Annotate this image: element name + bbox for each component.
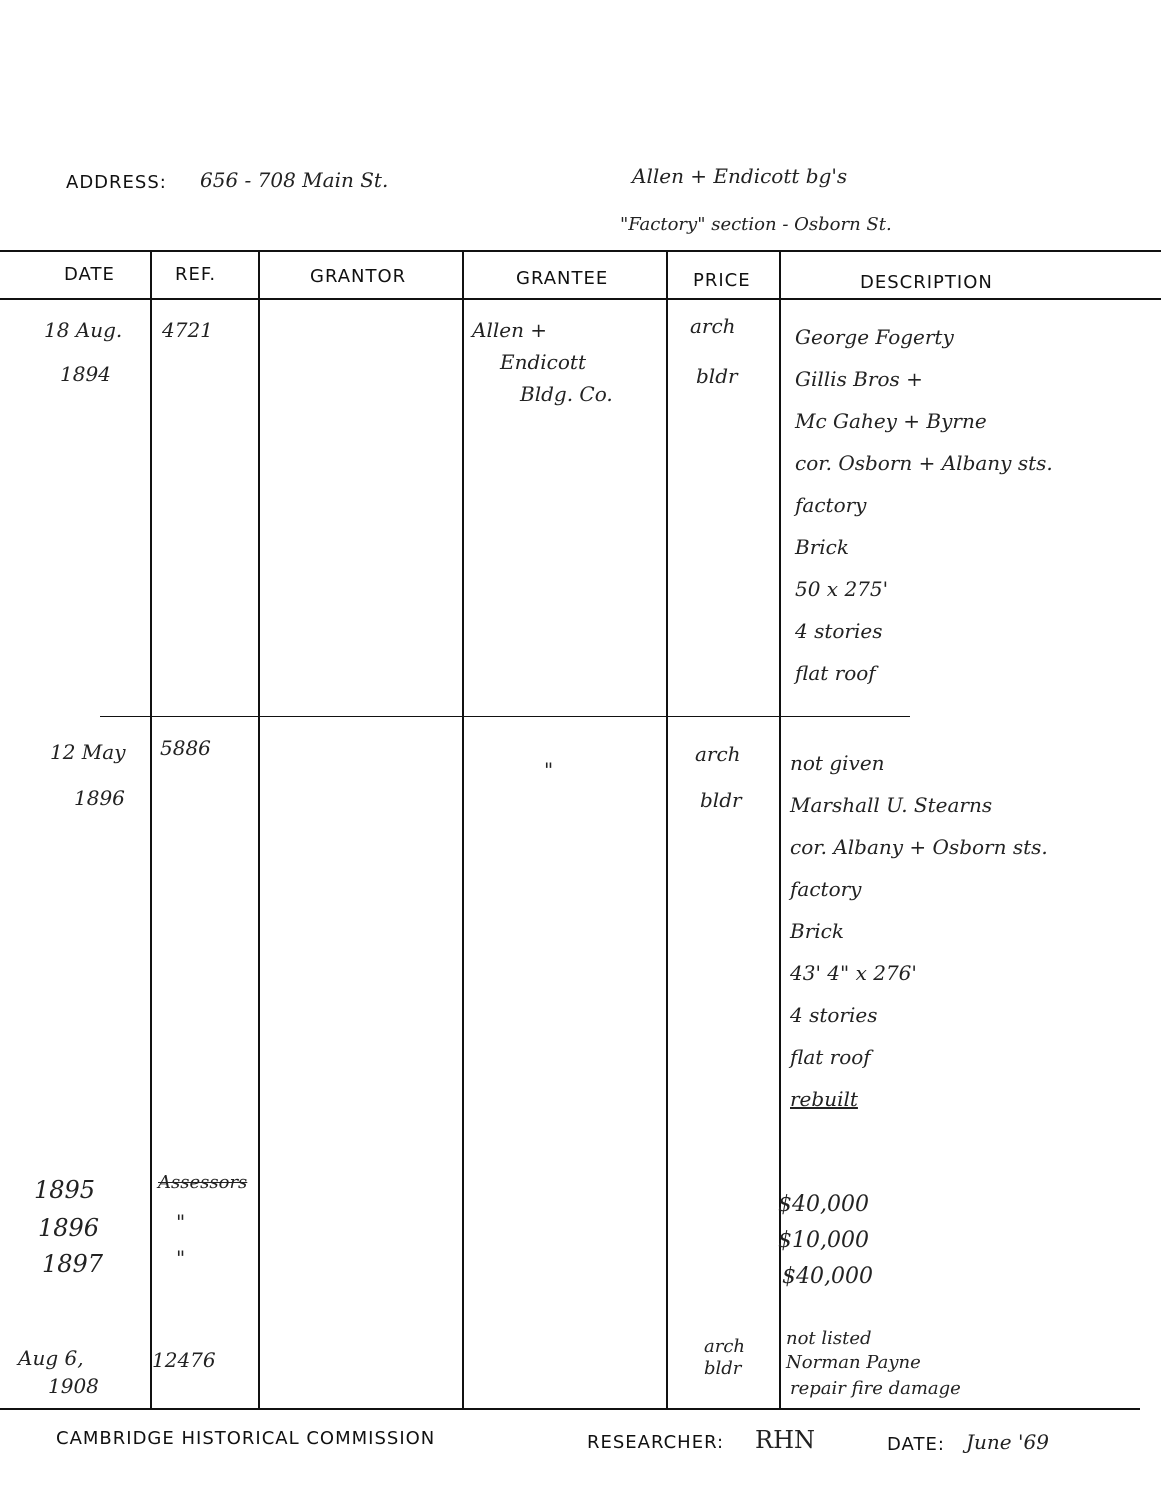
assessor-year-1895: 1895 (34, 1176, 96, 1204)
last-row-date-day: Aug 6, (18, 1346, 84, 1370)
assessor-ref-label: Assessors (158, 1172, 248, 1193)
col-header-description: DESCRIPTION (860, 272, 993, 293)
row1-price-line2: bldr (696, 364, 738, 388)
assessor-value-3: $40,000 (782, 1264, 873, 1289)
col-divider-4 (666, 252, 668, 1408)
row2-grantee-ditto: " (544, 758, 554, 782)
col-divider-1 (150, 252, 152, 1408)
row2-desc-line: flat roof (790, 1045, 871, 1069)
last-row-desc-line1: not listed (786, 1328, 872, 1349)
building-name: Allen + Endicott bg's (632, 164, 848, 188)
last-row-desc-line2: Norman Payne (786, 1352, 921, 1373)
assessor-value-1: $40,000 (778, 1192, 869, 1217)
row1-grantee-line1: Allen + (472, 318, 548, 342)
row1-grantee-line2: Endicott (500, 350, 586, 374)
assessor-year-1896: 1896 (38, 1214, 100, 1242)
row2-desc-line: cor. Albany + Osborn sts. (790, 835, 1048, 859)
assessor-value-2: $10,000 (778, 1228, 869, 1253)
last-row-price-line1: arch (704, 1336, 746, 1357)
last-row-desc-line3: repair fire damage (790, 1378, 961, 1399)
row2-desc-line: 43' 4" x 276' (790, 961, 917, 985)
header-bottom-border (0, 298, 1161, 300)
row1-desc-line: 4 stories (795, 619, 883, 643)
row1-desc-line: cor. Osborn + Albany sts. (795, 451, 1053, 475)
row2-desc-line: factory (790, 877, 862, 901)
row2-date-day: 12 May (50, 740, 126, 764)
address-label: ADDRESS: (66, 172, 167, 193)
footer-date-label: DATE: (887, 1434, 945, 1455)
row1-desc-line: flat roof (795, 661, 876, 685)
row2-desc-line: 4 stories (790, 1003, 878, 1027)
col-header-grantor: GRANTOR (310, 266, 407, 287)
col-divider-3 (462, 252, 464, 1408)
row2-description (790, 742, 1048, 1120)
row2-price-line2: bldr (700, 788, 742, 812)
address-value: 656 - 708 Main St. (200, 168, 389, 192)
col-divider-2 (258, 252, 260, 1408)
row-separator (100, 716, 910, 717)
footer-researcher-label: RESEARCHER: (587, 1432, 725, 1453)
row1-ref: 4721 (162, 318, 213, 342)
section-note: "Factory" section - Osborn St. (620, 214, 892, 235)
table-top-border (0, 250, 1161, 252)
row1-desc-line: 50 x 275' (795, 577, 889, 601)
row1-desc-line: Mc Gahey + Byrne (795, 409, 987, 433)
row2-desc-line: rebuilt (790, 1087, 858, 1111)
row2-desc-line: not given (790, 751, 885, 775)
row2-ref: 5886 (160, 736, 211, 760)
last-row-date-year: 1908 (48, 1374, 99, 1398)
row1-date-day: 18 Aug. (44, 318, 123, 342)
last-row-ref: 12476 (152, 1348, 216, 1372)
last-row-price-line2: bldr (704, 1358, 742, 1379)
row2-price-line1: arch (695, 742, 741, 766)
footer-org: CAMBRIDGE HISTORICAL COMMISSION (56, 1428, 436, 1449)
row1-desc-line: Gillis Bros + (795, 367, 923, 391)
footer-researcher-value: RHN (755, 1426, 815, 1454)
row1-price-line1: arch (690, 314, 736, 338)
row1-date-year: 1894 (60, 362, 111, 386)
col-header-date: DATE (64, 264, 115, 285)
row1-desc-line: factory (795, 493, 867, 517)
row1-desc-line: Brick (795, 535, 849, 559)
row1-desc-line: George Fogerty (795, 325, 954, 349)
col-header-ref: REF. (175, 264, 217, 285)
footer-date-value: June '69 (966, 1430, 1049, 1454)
col-header-price: PRICE (693, 270, 751, 291)
assessor-ref-ditto-2: " (176, 1246, 186, 1270)
col-header-grantee: GRANTEE (516, 268, 609, 289)
assessor-year-1897: 1897 (42, 1250, 104, 1278)
table-bottom-border (0, 1408, 1140, 1410)
row2-desc-line: Marshall U. Stearns (790, 793, 993, 817)
assessor-ref-ditto-1: " (176, 1210, 186, 1234)
row1-description (795, 316, 1053, 694)
row2-desc-line: Brick (790, 919, 844, 943)
row2-date-year: 1896 (74, 786, 125, 810)
row1-grantee-line3: Bldg. Co. (520, 382, 613, 406)
